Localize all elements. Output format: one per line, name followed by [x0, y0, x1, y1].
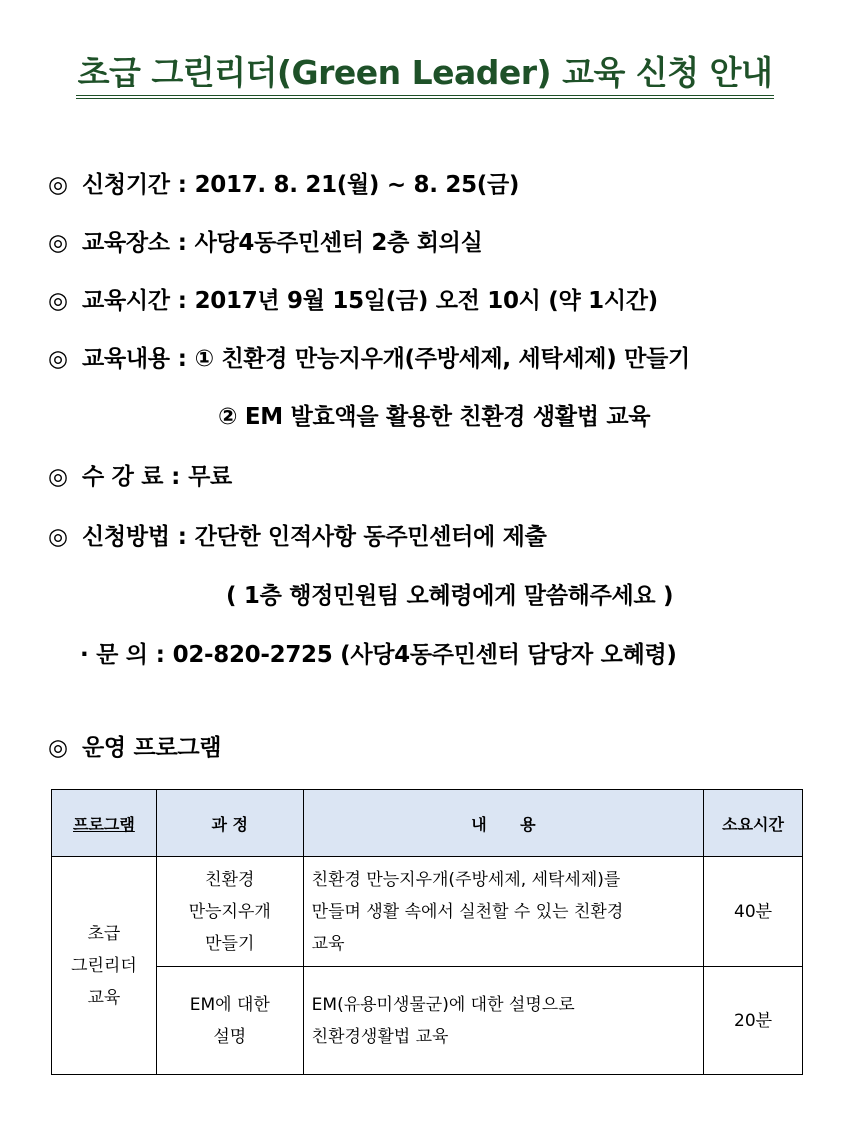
duration-cell: 40분	[704, 857, 803, 967]
content-line: 친환경 만능지우개(주방세제, 세탁세제)를	[311, 869, 621, 890]
content-line: 만들며 생활 속에서 실천할 수 있는 친환경	[311, 901, 624, 922]
duration-cell: 20분	[704, 967, 803, 1075]
course-line: EM에 대한	[189, 994, 270, 1015]
fee-label: 수 강 료	[82, 464, 164, 490]
table-row	[52, 967, 803, 1075]
table-header-program: 프로그램	[52, 790, 157, 857]
content-line: EM(유용미생물군)에 대한 설명으로	[311, 994, 575, 1015]
item-time	[48, 286, 658, 316]
separator: :	[177, 230, 187, 256]
content-cell	[303, 857, 703, 967]
method-note: ( 1층 행정민원팀 오혜령에게 말씀해주세요 )	[226, 583, 674, 609]
table-header-row	[52, 790, 803, 857]
separator: :	[177, 288, 187, 314]
program-heading: 운영 프로그램	[82, 735, 222, 761]
separator: :	[155, 642, 165, 668]
content-label: 교육내용	[82, 346, 170, 372]
table-header-duration: 소요시간	[704, 790, 803, 857]
inquiry-label: · 문 의	[80, 642, 148, 668]
course-line: 만들기	[205, 933, 255, 954]
program-line: 그린리더	[71, 955, 137, 976]
program-line: 초급	[87, 923, 121, 944]
period-value: 2017. 8. 21(월) ~ 8. 25(금)	[194, 172, 520, 198]
method-label: 신청방법	[82, 524, 170, 550]
course-line: 만능지우개	[188, 901, 271, 922]
table-header-content: 내 용	[303, 790, 703, 857]
bullet-mark: ◎	[48, 346, 68, 372]
separator: :	[177, 524, 187, 550]
item-fee	[48, 462, 232, 492]
bullet-mark: ◎	[48, 172, 68, 198]
item-content	[48, 344, 690, 374]
item-inquiry	[80, 640, 677, 670]
content-cell	[303, 967, 703, 1075]
separator: :	[177, 172, 187, 198]
program-table	[51, 789, 803, 1075]
time-value: 2017년 9월 15일(금) 오전 10시 (약 1시간)	[194, 288, 658, 314]
place-value: 사당4동주민센터 2층 회의실	[194, 230, 483, 256]
course-line: 설명	[213, 1026, 247, 1047]
time-label: 교육시간	[82, 288, 170, 314]
content-value-2: ② EM 발효액을 활용한 친환경 생활법 교육	[218, 404, 651, 430]
bullet-mark: ◎	[48, 230, 68, 256]
period-label: 신청기간	[82, 172, 170, 198]
bullet-mark: ◎	[48, 288, 68, 314]
fee-value: 무료	[188, 464, 232, 490]
course-cell	[156, 967, 303, 1075]
item-method	[48, 522, 547, 552]
item-period	[48, 170, 519, 200]
program-heading-line	[48, 733, 221, 763]
inquiry-value: 02-820-2725 (사당4동주민센터 담당자 오혜령)	[172, 642, 677, 668]
method-value: 간단한 인적사항 동주민센터에 제출	[194, 524, 547, 550]
table-header-course: 과 정	[156, 790, 303, 857]
table-row	[52, 857, 803, 967]
item-place	[48, 228, 483, 258]
content-value-1: ① 친환경 만능지우개(주방세제, 세탁세제) 만들기	[194, 346, 690, 372]
title-wrapper	[0, 52, 850, 99]
document-title: 초급 그린리더(Green Leader) 교육 신청 안내	[76, 52, 775, 99]
bullet-mark: ◎	[48, 735, 68, 761]
separator: :	[177, 346, 187, 372]
place-label: 교육장소	[82, 230, 170, 256]
content-line: 교육	[311, 933, 345, 954]
program-cell	[52, 857, 157, 1075]
bullet-mark: ◎	[48, 464, 68, 490]
separator: :	[171, 464, 181, 490]
program-line: 교육	[87, 987, 121, 1008]
bullet-mark: ◎	[48, 524, 68, 550]
course-cell	[156, 857, 303, 967]
content-line: 친환경생활법 교육	[311, 1026, 449, 1047]
course-line: 친환경	[205, 869, 255, 890]
